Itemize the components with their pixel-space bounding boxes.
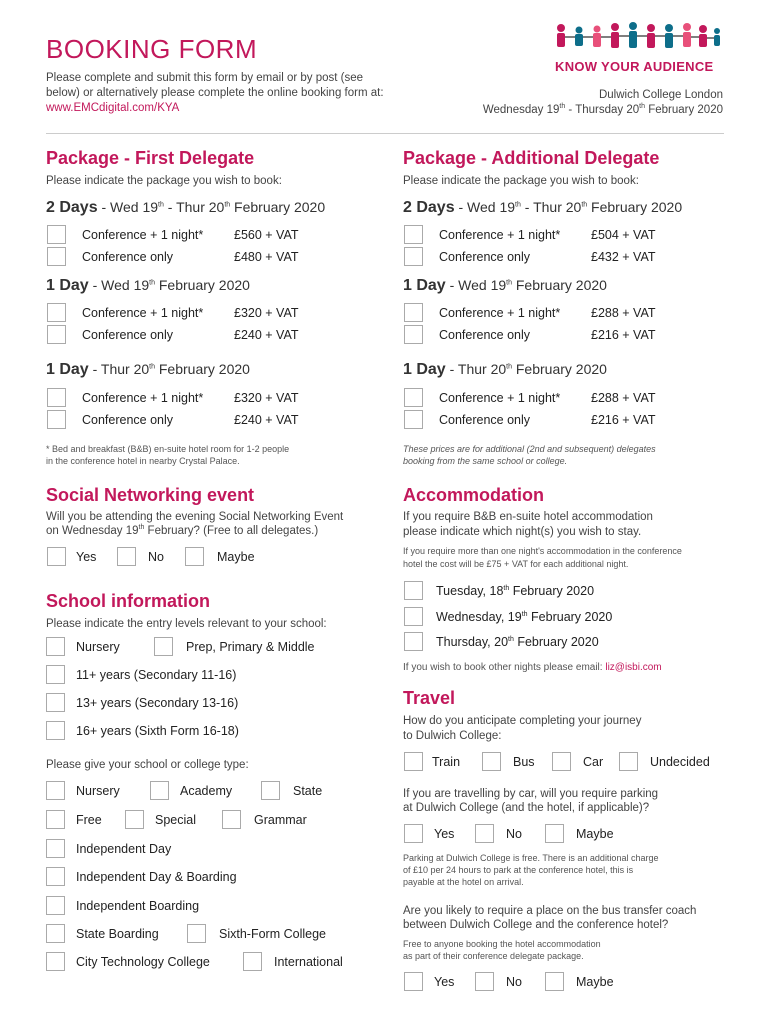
level-nursery-checkbox[interactable] — [46, 637, 65, 656]
social-maybe-checkbox[interactable] — [185, 547, 204, 566]
night-tuesday-label: Tuesday, 18th February 2020 — [436, 584, 595, 598]
travel-car-checkbox[interactable] — [552, 752, 571, 771]
parking-note-1: Parking at Dulwich College is free. There is an additional charge — [403, 853, 659, 863]
type-sixth-form-label: Sixth-Form College — [219, 927, 326, 941]
ad-wed-conf-price: £216 + VAT — [591, 328, 656, 342]
additional-delegate-heading: Package - Additional Delegate — [403, 148, 660, 168]
ad-thu-conf-label: Conference only — [439, 413, 531, 427]
type-independent-day-boarding-label: Independent Day & Boarding — [76, 870, 237, 884]
level-11-checkbox[interactable] — [46, 665, 65, 684]
type-special-label: Special — [155, 813, 196, 827]
ad-wed-conf-checkbox[interactable] — [404, 325, 423, 344]
first-delegate-instruction: Please indicate the package you wish to book: — [46, 175, 282, 187]
ad-wed-night-label: Conference + 1 night* — [439, 306, 561, 320]
fd-wed-night-checkbox[interactable] — [47, 303, 66, 322]
fd-wed-night-price: £320 + VAT — [234, 306, 299, 320]
bus-yes-checkbox[interactable] — [404, 972, 423, 991]
ad-thu-conf-checkbox[interactable] — [404, 410, 423, 429]
travel-question-2: to Dulwich College: — [403, 730, 502, 742]
accommodation-note-1: If you require more than one night's accommodation in the conference — [403, 546, 682, 556]
level-prep-label: Prep, Primary & Middle — [186, 640, 315, 654]
audience-logo — [553, 20, 723, 58]
night-thursday-label: Thursday, 20th February 2020 — [436, 635, 599, 649]
fd-2days-conf-price: £480 + VAT — [234, 250, 299, 264]
type-independent-day-checkbox[interactable] — [46, 839, 65, 858]
type-international-label: International — [274, 955, 343, 969]
type-state-checkbox[interactable] — [261, 781, 280, 800]
night-wednesday-checkbox[interactable] — [404, 607, 423, 626]
accommodation-question-2: please indicate which night(s) you wish to stay. — [403, 526, 642, 538]
bus-maybe-label: Maybe — [576, 975, 614, 989]
accommodation-note-2: hotel the cost will be £75 + VAT for each additional night. — [403, 559, 629, 569]
ad-2days-conf-checkbox[interactable] — [404, 247, 423, 266]
type-special-checkbox[interactable] — [125, 810, 144, 829]
ad-2days-night-checkbox[interactable] — [404, 225, 423, 244]
ad-group-2days-heading: 2 Days - Wed 19th - Thur 20th February 2020 — [403, 199, 683, 216]
parking-question-1: If you are travelling by car, will you require parking — [403, 788, 659, 800]
header-divider — [46, 133, 724, 134]
type-international-checkbox[interactable] — [243, 952, 262, 971]
ad-thu-night-label: Conference + 1 night* — [439, 391, 561, 405]
ad-thu-conf-price: £216 + VAT — [591, 413, 656, 427]
social-no-checkbox[interactable] — [117, 547, 136, 566]
booking-url-link[interactable]: www.EMCdigital.com/KYA — [46, 102, 180, 114]
travel-bus-checkbox[interactable] — [482, 752, 501, 771]
social-yes-checkbox[interactable] — [47, 547, 66, 566]
ad-thu-night-checkbox[interactable] — [404, 388, 423, 407]
bus-note-1: Free to anyone booking the hotel accommodation — [403, 939, 601, 949]
social-maybe-label: Maybe — [217, 550, 255, 564]
ad-2days-conf-label: Conference only — [439, 250, 531, 264]
ad-wed-night-price: £288 + VAT — [591, 306, 656, 320]
type-grammar-checkbox[interactable] — [222, 810, 241, 829]
school-type-instruction: Please give your school or college type: — [46, 759, 249, 771]
type-ctc-checkbox[interactable] — [46, 952, 65, 971]
fd-wed-conf-checkbox[interactable] — [47, 325, 66, 344]
ad-group-1day-thu-heading: 1 Day - Thur 20th February 2020 — [403, 361, 607, 378]
intro-line-2: below) or alternatively please complete the online booking form at: — [46, 87, 384, 99]
parking-no-label: No — [506, 827, 522, 841]
level-nursery-label: Nursery — [76, 640, 120, 654]
level-13-label: 13+ years (Secondary 13-16) — [76, 696, 239, 710]
type-state-label: State — [293, 784, 323, 798]
type-state-boarding-checkbox[interactable] — [46, 924, 65, 943]
type-free-checkbox[interactable] — [46, 810, 65, 829]
parking-maybe-checkbox[interactable] — [545, 824, 564, 843]
fd-thu-night-label: Conference + 1 night* — [82, 391, 204, 405]
level-13-checkbox[interactable] — [46, 693, 65, 712]
fd-footnote-2: in the conference hotel in nearby Crystal Palace. — [46, 456, 240, 466]
bus-maybe-checkbox[interactable] — [545, 972, 564, 991]
fd-2days-night-price: £560 + VAT — [234, 228, 299, 242]
social-no-label: No — [148, 550, 164, 564]
travel-undecided-checkbox[interactable] — [619, 752, 638, 771]
bus-question-2: between Dulwich College and the conference hotel? — [403, 919, 669, 931]
intro-line-1: Please complete and submit this form by email or by post (see — [46, 72, 364, 84]
type-sixth-form-checkbox[interactable] — [187, 924, 206, 943]
bus-question-1: Are you likely to require a place on the bus transfer coach — [403, 905, 697, 917]
type-independent-day-label: Independent Day — [76, 842, 172, 856]
night-thursday-checkbox[interactable] — [404, 632, 423, 651]
additional-delegate-instruction: Please indicate the package you wish to book: — [403, 175, 639, 187]
parking-no-checkbox[interactable] — [475, 824, 494, 843]
bus-yes-label: Yes — [434, 975, 455, 989]
ad-wed-night-checkbox[interactable] — [404, 303, 423, 322]
fd-thu-conf-checkbox[interactable] — [47, 410, 66, 429]
fd-wed-conf-label: Conference only — [82, 328, 174, 342]
fd-footnote-1: * Bed and breakfast (B&B) en-suite hotel room for 1-2 people — [46, 444, 290, 454]
travel-question-1: How do you anticipate completing your journey — [403, 715, 642, 727]
travel-bus-label: Bus — [513, 755, 535, 769]
parking-note-2: of £10 per 24 hours to park at the conference hotel, this is — [403, 865, 634, 875]
ad-2days-night-price: £504 + VAT — [591, 228, 656, 242]
parking-yes-checkbox[interactable] — [404, 824, 423, 843]
night-tuesday-checkbox[interactable] — [404, 581, 423, 600]
other-nights-text: If you wish to book other nights please email: liz@isbi.com — [403, 662, 662, 673]
bus-no-checkbox[interactable] — [475, 972, 494, 991]
level-16-label: 16+ years (Sixth Form 16-18) — [76, 724, 239, 738]
bus-note-2: as part of their conference delegate package. — [403, 951, 584, 961]
type-free-label: Free — [76, 813, 102, 827]
social-question-2: on Wednesday 19th February? (Free to all delegates.) — [46, 524, 319, 537]
fd-wed-conf-price: £240 + VAT — [234, 328, 299, 342]
first-delegate-heading: Package - First Delegate — [46, 148, 255, 168]
parking-note-3: payable at the hotel on arrival. — [403, 877, 524, 887]
email-link[interactable]: liz@isbi.com — [605, 662, 662, 673]
travel-train-label: Train — [432, 755, 461, 769]
venue: Dulwich College London — [598, 89, 723, 101]
night-wednesday-label: Wednesday, 19th February 2020 — [436, 610, 613, 624]
social-heading: Social Networking event — [46, 485, 255, 505]
school-heading: School information — [46, 591, 210, 611]
travel-train-checkbox[interactable] — [404, 752, 423, 771]
fd-thu-conf-price: £240 + VAT — [234, 413, 299, 427]
ad-group-1day-wed-heading: 1 Day - Wed 19th February 2020 — [403, 277, 607, 294]
type-academy-label: Academy — [180, 784, 233, 798]
accommodation-question-1: If you require B&B en-suite hotel accommodation — [403, 511, 653, 523]
ad-footnote-1: These prices are for additional (2nd and subsequent) delegates — [403, 444, 656, 454]
type-ctc-label: City Technology College — [76, 955, 210, 969]
ad-footnote-2: booking from the same school or college. — [403, 456, 568, 466]
fd-group-1day-thu-heading: 1 Day - Thur 20th February 2020 — [46, 361, 250, 378]
fd-2days-night-label: Conference + 1 night* — [82, 228, 204, 242]
ad-2days-conf-price: £432 + VAT — [591, 250, 656, 264]
type-state-boarding-label: State Boarding — [76, 927, 159, 941]
ad-2days-night-label: Conference + 1 night* — [439, 228, 561, 242]
level-11-label: 11+ years (Secondary 11-16) — [76, 668, 237, 682]
parking-yes-label: Yes — [434, 827, 455, 841]
travel-undecided-label: Undecided — [650, 755, 710, 769]
type-independent-day-boarding-checkbox[interactable] — [46, 867, 65, 886]
parking-maybe-label: Maybe — [576, 827, 614, 841]
level-16-checkbox[interactable] — [46, 721, 65, 740]
fd-thu-night-price: £320 + VAT — [234, 391, 299, 405]
type-nursery-label: Nursery — [76, 784, 120, 798]
level-prep-checkbox[interactable] — [154, 637, 173, 656]
fd-2days-conf-checkbox[interactable] — [47, 247, 66, 266]
type-academy-checkbox[interactable] — [150, 781, 169, 800]
social-question-1: Will you be attending the evening Social Networking Event — [46, 511, 344, 523]
page-title: BOOKING FORM — [46, 34, 258, 64]
parking-question-2: at Dulwich College (and the hotel, if applicable)? — [403, 802, 650, 814]
social-yes-label: Yes — [76, 550, 97, 564]
accommodation-heading: Accommodation — [403, 485, 545, 505]
fd-thu-night-checkbox[interactable] — [47, 388, 66, 407]
fd-wed-night-label: Conference + 1 night* — [82, 306, 204, 320]
type-independent-boarding-label: Independent Boarding — [76, 899, 200, 913]
type-nursery-checkbox[interactable] — [46, 781, 65, 800]
fd-2days-night-checkbox[interactable] — [47, 225, 66, 244]
travel-car-label: Car — [583, 755, 604, 769]
type-grammar-label: Grammar — [254, 813, 307, 827]
travel-heading: Travel — [403, 688, 456, 708]
event-dates: Wednesday 19th - Thursday 20th February 2020 — [482, 103, 723, 116]
fd-2days-conf-label: Conference only — [82, 250, 174, 264]
fd-thu-conf-label: Conference only — [82, 413, 174, 427]
people-chain-icon — [553, 20, 723, 58]
school-levels-instruction: Please indicate the entry levels relevant to your school: — [46, 618, 327, 630]
type-independent-boarding-checkbox[interactable] — [46, 896, 65, 915]
ad-wed-conf-label: Conference only — [439, 328, 531, 342]
fd-group-2days-heading: 2 Days - Wed 19th - Thur 20th February 2020 — [46, 199, 326, 216]
fd-group-1day-wed-heading: 1 Day - Wed 19th February 2020 — [46, 277, 250, 294]
ad-thu-night-price: £288 + VAT — [591, 391, 656, 405]
logo-text: KNOW YOUR AUDIENCE — [555, 59, 714, 74]
bus-no-label: No — [506, 975, 522, 989]
